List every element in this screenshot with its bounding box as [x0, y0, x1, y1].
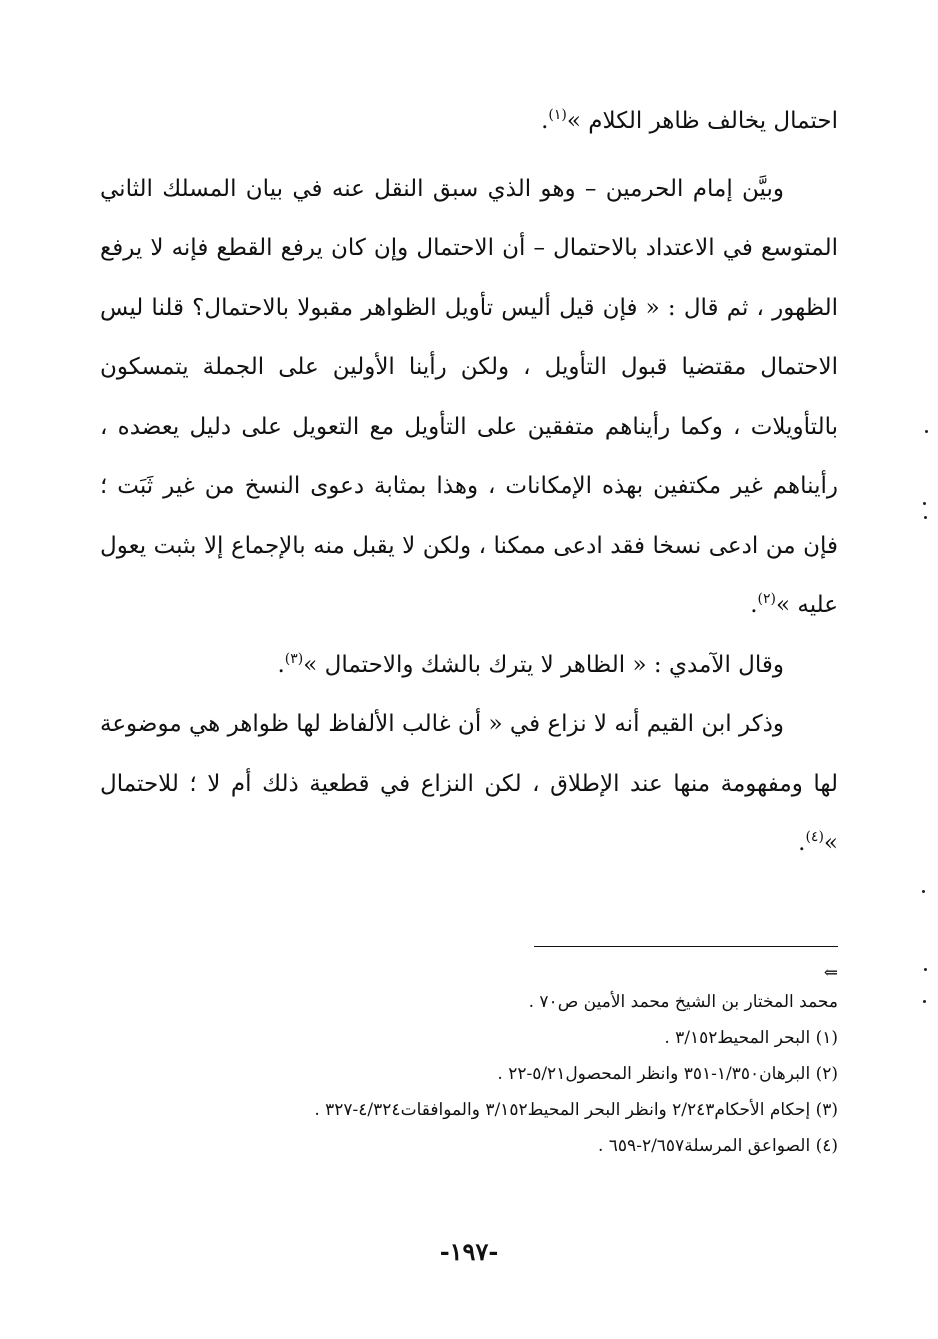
paragraph-2 [100, 160, 838, 636]
scan-speck [924, 516, 927, 519]
footnote-1: (١) البحر المحيط٣/١٥٢ . [664, 1028, 838, 1048]
scan-speck [923, 502, 926, 505]
paragraph-2-end: . [750, 592, 758, 618]
scan-speck [922, 890, 925, 893]
footnote-ref-1: (١) [548, 107, 567, 123]
footnote-continuation: محمد المختار بن الشيخ محمد الأمين ص٧٠ . [528, 992, 838, 1012]
paragraph-3-text: وقال الآمدي : « الظاهر لا يترك بالشك والاحتمال » [303, 651, 784, 678]
scan-speck [923, 1000, 926, 1003]
footnote-ref-3: (٣) [284, 650, 304, 667]
paragraph-4-end: . [798, 830, 806, 856]
paragraph-3 [100, 636, 838, 696]
footnote-ref-2: (٢) [757, 591, 776, 607]
paragraph-1-end: . [541, 108, 549, 134]
scan-specks [916, 420, 932, 1040]
paragraph-4-text: وذكر ابن القيم أنه لا نزاع في « أن غالب الألفاظ لها ظواهر هي موضوعة لها ومفهومة منها عند الإطلاق ، لكن النزاع في قطعية ذلك أم لا ؛ للاحتمال » [100, 711, 838, 856]
footnote-2: (٢) البرهان١/٣٥٠-٣٥١ وانظر المحصول٥/٢١-٢٢ . [497, 1064, 838, 1084]
footnotes [100, 962, 838, 1164]
scan-speck [924, 968, 927, 971]
main-text [100, 92, 838, 874]
scan-speck [925, 430, 928, 433]
paragraph-1 [100, 92, 838, 152]
continuation-arrow-icon: ⇐ [823, 963, 838, 983]
page-number: -١٩٧- [439, 1237, 499, 1266]
paragraph-4 [100, 695, 838, 874]
paragraph-1-text: احتمال يخالف ظاهر الكلام » [566, 108, 838, 134]
footnote-ref-4: (٤) [805, 829, 824, 845]
paragraph-3-end: . [277, 651, 285, 678]
footnote-separator [534, 946, 838, 947]
footnote-3: (٣) إحكام الأحكام٢/٢٤٣ وانظر البحر المحيط٣/١٥٢ والموافقات٤/٣٢٤-٣٢٧ . [314, 1100, 838, 1120]
paragraph-2-text: وبيَّن إمام الحرمين – وهو الذي سبق النقل عنه في بيان المسلك الثاني المتوسع في الاعتداد بالاحتمال – أن الاحتمال وإن كان يرفع القطع فإنه لا يرفع الظهور ، ثم قال : « فإن قيل أليس تأويل الظواهر مقبولا بالاحتمال؟ قلنا ليس الاحتمال مقتضيا قبول التأويل ، ولكن رأينا الأولين على الجملة يتمسكون بالتأويلات ، وكما رأيناهم متفقين على التأويل مع التعويل على دليل يعضده ، رأيناهم غير مكتفين بهذه الإمكانات ، وهذا بمثابة دعوى النسخ من غير ثَبَت ؛ فإن من ادعى نسخا فقد ادعى ممكنا ، ولكن لا يقبل منه بالإجماع إلا بثبت يعول عليه » [100, 175, 838, 618]
footnote-4: (٤) الصواعق المرسلة٢/٦٥٧-٦٥٩ . [597, 1136, 838, 1156]
